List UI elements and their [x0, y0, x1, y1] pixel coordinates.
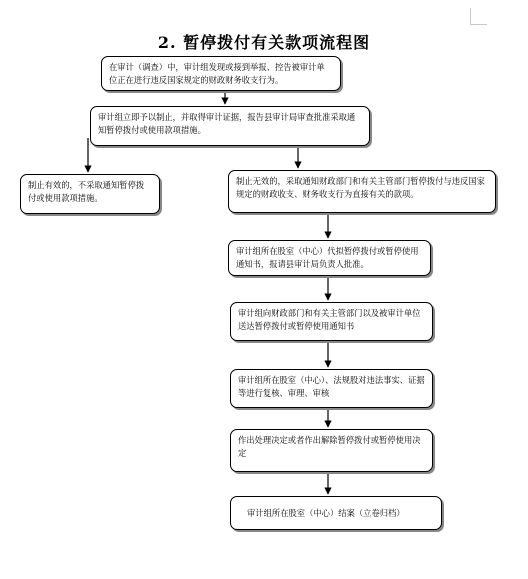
step-stop-and-report: 审计组立即予以制止，并取得审计证据，报告县审计局审查批准采取通知暂停拨付或使用款项措施。 [90, 106, 370, 146]
branch-stop-ineffective: 制止无效的，采取通知财政部门和有关主管部门暂停拨付与违反国家规定的财政收支、财务收支行为直接有关的款项。 [228, 170, 496, 213]
step-review-audit: 审计组所在股室（中心）、法规股对违法事实、证据等进行复核、审理、审核 [230, 369, 433, 408]
step-draft-notice: 审计组所在股室（中心）代拟暂停拨付或暂停使用通知书，报请县审计局负责人批准。 [228, 240, 431, 276]
step-deliver-notice: 审计组向财政部门和有关主管部门以及被审计单位送达暂停拨付或暂停使用通知书 [230, 302, 433, 341]
branch-stop-effective: 制止有效的，不采取通知暂停拨付或使用款项措施。 [20, 174, 160, 214]
step-decision: 作出处理决定或者作出解除暂停拨付或暂停使用决定 [230, 429, 433, 472]
step-close-case: 审计组所在股室（中心）结案（立卷归档） [230, 496, 442, 530]
step-discover-violation: 在审计（调查）中，审计组发现或接到举报、控告被审计单位正在进行违反国家规定的财政财务收支行为。 [101, 56, 341, 91]
page-title: 2. 暂停拨付有关款项流程图 [157, 33, 371, 52]
